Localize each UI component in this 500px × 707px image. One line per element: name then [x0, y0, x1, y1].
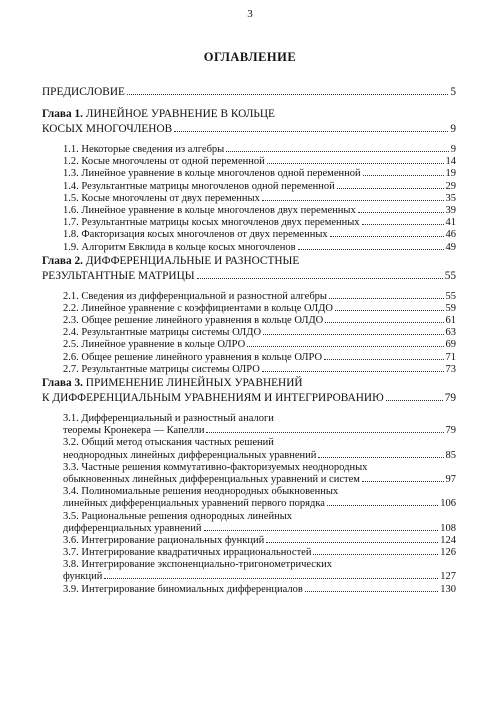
chapter-title-line1: ПРИМЕНЕНИЕ ЛИНЕЙНЫХ УРАВНЕНИЙ: [85, 377, 303, 389]
chapter-page: 79: [444, 392, 456, 404]
chapter-title-row[interactable]: [42, 270, 456, 286]
dot-leader: [362, 481, 444, 482]
chapter-heading[interactable]: [42, 255, 456, 270]
toc-section-entry[interactable]: [42, 425, 456, 437]
toc-section-entry[interactable]: [42, 315, 456, 327]
dot-leader: [305, 591, 438, 592]
dot-leader: [329, 298, 444, 299]
chapter-page: 9: [450, 123, 456, 135]
section-page: 9: [450, 144, 456, 155]
section-title: 2.1. Сведения из дифференциальной и разностной алгебры: [63, 290, 327, 302]
section-title-line1[interactable]: 3.3. Частные решения коммутативно-факторизуемых неоднородных: [63, 461, 368, 473]
preface-page: 5: [450, 86, 456, 98]
dot-leader: [104, 578, 438, 579]
toc-section-entry[interactable]: [42, 229, 456, 241]
dot-leader: [266, 542, 438, 543]
dot-leader: [262, 200, 444, 201]
section-title: 1.4. Результантные матрицы многочленов одной переменной: [63, 180, 335, 192]
section-page: 126: [440, 547, 456, 559]
section-page: 49: [445, 241, 456, 253]
section-title: 2.7. Результантные матрицы системы ОЛРО: [63, 363, 260, 375]
toc-section-entry[interactable]: [42, 303, 456, 315]
chapter-block: [42, 255, 456, 376]
toc-section-entry[interactable]: [42, 291, 456, 303]
page-number: 3: [247, 8, 253, 20]
dot-leader: [206, 432, 443, 433]
chapter-list: [42, 108, 456, 596]
section-title: дифференциальных уравнений: [63, 522, 202, 534]
section-page: 79: [445, 425, 456, 437]
section-page: 71: [445, 351, 456, 363]
chapter-title-row[interactable]: [42, 123, 456, 139]
section-page: 19: [445, 168, 456, 180]
chapter-page: 55: [444, 269, 456, 282]
section-title-line1[interactable]: 3.1. Дифференциальный и разностный аналоги: [63, 413, 274, 424]
dot-leader: [318, 457, 443, 458]
toc-section-entry[interactable]: [42, 168, 456, 180]
dot-leader: [263, 334, 443, 335]
section-page: 61: [445, 315, 456, 327]
chapter-title-line2: К ДИФФЕРЕНЦИАЛЬНЫМ УРАВНЕНИЯМ И ИНТЕГРИРОВАНИЮ: [42, 392, 384, 404]
section-page: 39: [445, 204, 456, 216]
section-page: 127: [440, 571, 456, 583]
dot-leader: [330, 236, 444, 237]
section-title: 1.5. Косые многочлены от двух переменных: [63, 192, 260, 204]
toc-section-entry[interactable]: [42, 205, 456, 217]
section-title: 3.9. Интегрирование биномиальных дифференциалов: [63, 583, 303, 595]
section-title: 2.6. Общее решение линейного уравнения в кольце ОЛРО: [63, 351, 323, 363]
section-title: 3.7. Интегрирование квадратичных иррациональностей: [63, 547, 312, 559]
chapter-title-line1: ЛИНЕЙНОЕ УРАВНЕНИЕ В КОЛЬЦЕ: [85, 108, 275, 120]
dot-leader: [325, 322, 443, 323]
section-title: 2.4. Результантные матрицы системы ОЛДО: [63, 327, 262, 339]
toc-section-entry[interactable]: [42, 571, 456, 583]
section-page: 35: [445, 192, 456, 204]
section-page: 130: [440, 583, 456, 595]
toc-section-entry[interactable]: [42, 535, 456, 547]
dot-leader: [335, 310, 444, 311]
section-page: 106: [440, 498, 456, 510]
toc-title: ОГЛАВЛЕНИЕ: [203, 50, 297, 64]
section-title: 1.2. Косые многочлены от одной переменной: [63, 156, 265, 168]
chapter-label: Глава 1.: [42, 108, 83, 120]
section-title-line1[interactable]: 3.4. Полиномиальные решения неоднородных обыкновенных: [63, 486, 339, 498]
toc-section-entry[interactable]: [42, 352, 456, 364]
preface-title: ПРЕДИСЛОВИЕ: [42, 86, 125, 98]
toc-section-entry[interactable]: [42, 364, 456, 376]
dot-leader: [386, 400, 443, 401]
dot-leader: [247, 346, 443, 347]
section-title: неоднородных линейных дифференциальных уравнений: [63, 449, 317, 461]
section-title: 2.3. Общее решение линейного уравнения в кольце ОЛДО: [63, 315, 324, 327]
section-title: 1.8. Факторизация косых многочленов от двух переменных: [63, 229, 328, 241]
toc-section-entry[interactable]: [42, 450, 456, 462]
dot-leader: [197, 278, 443, 279]
dot-leader: [262, 371, 444, 372]
section-title: обыкновенных линейных дифференциальных уравнений и систем: [63, 473, 360, 485]
section-title: 1.1. Некоторые сведения из алгебры: [63, 144, 225, 155]
section-page: 108: [440, 522, 456, 534]
dot-leader: [204, 530, 439, 531]
chapter-title-row[interactable]: [42, 392, 456, 408]
chapter-label: Глава 3.: [42, 377, 83, 389]
toc-section-entry[interactable]: [42, 547, 456, 559]
section-page: 73: [445, 363, 456, 375]
toc-section-entry[interactable]: [42, 217, 456, 229]
dot-leader: [324, 359, 443, 360]
section-title: линейных дифференциальных уравнений первого порядка: [63, 498, 325, 510]
section-page: 97: [445, 473, 456, 485]
section-page: 29: [445, 180, 456, 192]
section-title: 1.7. Результантные матрицы косых многочленов двух переменных: [63, 217, 360, 229]
toc-section-entry[interactable]: [42, 156, 456, 168]
section-title: теоремы Кронекера — Капелли: [63, 425, 205, 437]
section-page: 85: [445, 449, 456, 461]
table-of-contents: [42, 86, 456, 596]
section-title: 1.9. Алгоритм Евклида в кольце косых многочленов: [63, 241, 296, 253]
dot-leader: [327, 505, 438, 506]
section-page: 59: [445, 302, 456, 314]
dot-leader: [298, 249, 444, 250]
toc-section-entry[interactable]: [42, 327, 456, 339]
section-page: 124: [440, 534, 456, 546]
section-page: 46: [445, 229, 456, 241]
section-page: 63: [445, 327, 456, 339]
toc-section-entry[interactable]: [42, 339, 456, 351]
chapter-title-line2: РЕЗУЛЬТАНТНЫЕ МАТРИЦЫ: [42, 269, 195, 282]
dot-leader: [363, 175, 444, 176]
chapter-block: [42, 108, 456, 254]
dot-leader: [362, 224, 444, 225]
section-page: 69: [445, 339, 456, 351]
section-title: 1.3. Линейное уравнение в кольце многочленов одной переменной: [63, 168, 361, 180]
dot-leader: [337, 188, 444, 189]
dot-leader: [358, 212, 444, 213]
toc-section-entry[interactable]: [42, 144, 456, 156]
chapter-label: Глава 2.: [42, 254, 83, 267]
dot-leader: [267, 163, 444, 164]
section-title: 1.6. Линейное уравнение в кольце многочленов двух переменных: [63, 204, 356, 216]
dot-leader: [226, 151, 449, 152]
section-title: функций: [63, 571, 103, 583]
toc-section-entry[interactable]: [42, 474, 456, 486]
toc-section-entry[interactable]: [42, 523, 456, 535]
chapter-title-line1: ДИФФЕРЕНЦИАЛЬНЫЕ И РАЗНОСТНЫЕ: [85, 254, 300, 267]
chapter-block: [42, 377, 456, 596]
dot-leader: [313, 554, 438, 555]
section-page: 14: [445, 156, 456, 168]
chapter-heading[interactable]: [42, 108, 456, 123]
toc-section-entry[interactable]: [42, 498, 456, 510]
section-title: 2.2. Линейное уравнение с коэффициентами в кольце ОЛДО: [63, 302, 333, 314]
section-title-line1[interactable]: 3.8. Интегрирование экспоненциально-тригонометрических: [63, 559, 332, 571]
dot-leader: [174, 131, 448, 132]
dot-leader: [127, 94, 448, 95]
toc-section-entry[interactable]: [42, 584, 456, 596]
toc-section-entry[interactable]: [42, 242, 456, 254]
toc-entry-preface[interactable]: [42, 86, 456, 102]
section-title: 2.5. Линейное уравнение в кольце ОЛРО: [63, 339, 246, 351]
section-title: 3.6. Интегрирование рациональных функций: [63, 534, 265, 546]
section-title-line1[interactable]: 3.5. Рациональные решения однородных линейных: [63, 510, 293, 522]
toc-section-entry[interactable]: [42, 181, 456, 193]
chapter-heading[interactable]: [42, 377, 456, 392]
toc-section-entry[interactable]: [42, 193, 456, 205]
chapter-title-line2: КОСЫХ МНОГОЧЛЕНОВ: [42, 123, 173, 135]
section-title-line1[interactable]: 3.2. Общий метод отыскания частных решений: [63, 437, 274, 449]
section-page: 55: [445, 290, 456, 302]
section-page: 41: [445, 217, 456, 229]
